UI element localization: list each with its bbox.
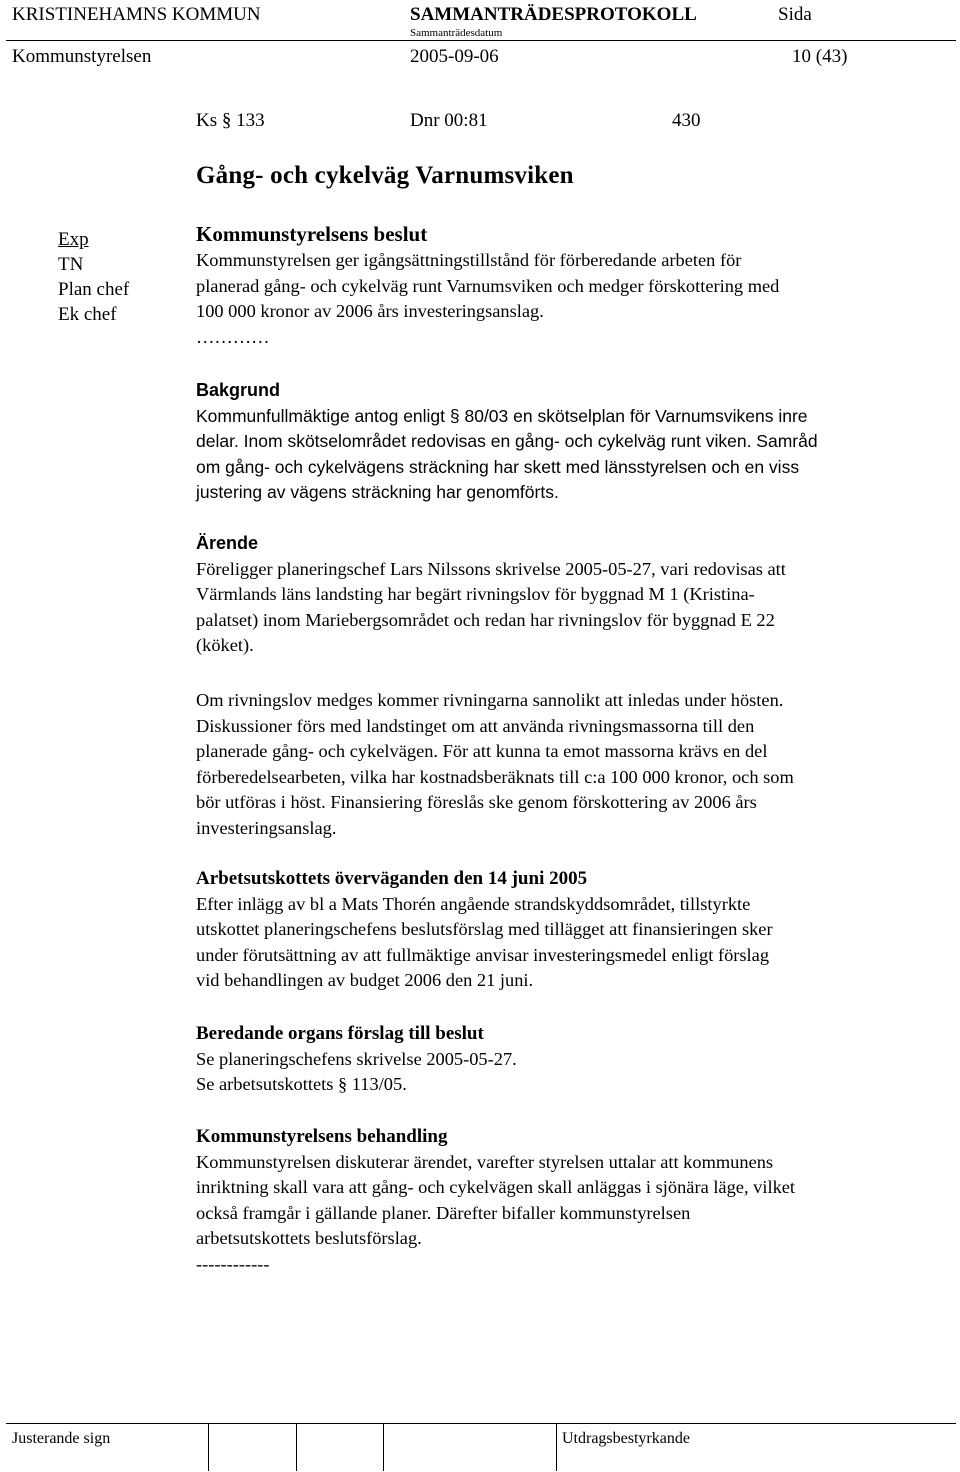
bakgrund-line: justering av vägens sträckning har genomförts. xyxy=(196,482,559,502)
bakgrund-line: delar. Inom skötselområdet redovisas en gång- och cykelväg runt viken. Samråd xyxy=(196,431,818,451)
section-au xyxy=(196,866,936,994)
arende-heading: Ärende xyxy=(196,533,259,553)
body-name: Kommunstyrelsen xyxy=(12,46,152,67)
beredande-line: Se planeringschefens skrivelse 2005-05-27. xyxy=(196,1048,517,1069)
behandling-line: inriktning skall vara att gång- och cykelvägen skall anläggas i sjönära läge, vilket xyxy=(196,1177,796,1197)
behandling-line: arbetsutskottets beslutsförslag. xyxy=(196,1228,422,1248)
arende-line: Diskussioner förs med landstinget om att använda rivningsmassorna till den xyxy=(196,715,755,736)
signature-box-divider xyxy=(208,1423,209,1471)
arende-line: Om rivningslov medges kommer rivningarna sannolikt att inledas under hösten. xyxy=(196,690,784,710)
footer-utdragsbestyrkande: Utdragsbestyrkande xyxy=(562,1430,690,1447)
document-type: SAMMANTRÄDESPROTOKOLL xyxy=(410,4,697,25)
beslut-line: planerad gång- och cykelväg runt Varnumsviken och medger förskottering med xyxy=(196,275,780,296)
signature-box-divider xyxy=(383,1423,384,1471)
paragraph-ref: Ks § 133 xyxy=(196,110,265,131)
arende-line: planerade gång- och cykelvägen. För att kunna ta emot massorna krävs en del xyxy=(196,741,768,761)
arende-line: (köket). xyxy=(196,635,254,655)
signature-box-divider xyxy=(296,1423,297,1471)
arende-line: Föreligger planeringschef Lars Nilssons skrivelse 2005-05-27, vari redovisas att xyxy=(196,558,786,579)
beslut-heading: Kommunstyrelsens beslut xyxy=(196,222,428,246)
beslut-dots: ………… xyxy=(196,326,270,347)
header-rule xyxy=(6,40,956,41)
page-label: Sida xyxy=(778,4,812,25)
behandling-line: Kommunstyrelsen diskuterar ärendet, varefter styrelsen uttalar att kommunens xyxy=(196,1151,774,1172)
end-mark: ------------ xyxy=(196,1253,270,1274)
au-heading: Arbetsutskottets överväganden den 14 juni 2005 xyxy=(196,868,588,889)
section-bakgrund xyxy=(196,378,936,506)
bakgrund-heading: Bakgrund xyxy=(196,380,281,400)
behandling-line: också framgår i gällande planer. Därefter bifaller kommunstyrelsen xyxy=(196,1202,691,1223)
distribution-item-exp[interactable]: Exp xyxy=(58,229,89,250)
org-name: KRISTINEHAMNS KOMMUN xyxy=(12,4,261,25)
section-beredande xyxy=(196,1021,936,1098)
diary-number: Dnr 00:81 xyxy=(410,110,488,131)
footer-justerande-sign: Justerande sign xyxy=(12,1430,111,1447)
arende-line: förberedelsearbeten, vilka har kostnadsberäknats till c:a 100 000 kronor, och som xyxy=(196,766,794,787)
distribution-list xyxy=(58,227,129,327)
distribution-item-plan-chef: Plan chef xyxy=(58,279,130,300)
distribution-item-ek-chef: Ek chef xyxy=(58,304,117,325)
page-title: Gång- och cykelväg Varnumsviken xyxy=(196,162,574,189)
section-beslut xyxy=(196,220,936,350)
beredande-heading: Beredande organs förslag till beslut xyxy=(196,1023,484,1044)
date-label: Sammanträdesdatum xyxy=(410,27,503,39)
signature-box-divider xyxy=(556,1423,557,1471)
bakgrund-line: Kommunfullmäktige antog enligt § 80/03 en skötselplan för Varnumsvikens inre xyxy=(196,405,808,426)
au-line: vid behandlingen av budget 2006 den 21 juni. xyxy=(196,970,534,990)
au-line: utskottet planeringschefens beslutsförslag med tillägget att finansieringen sker xyxy=(196,919,773,939)
page-number: 10 (43) xyxy=(792,46,848,67)
au-line: Efter inlägg av bl a Mats Thorén angående strandskyddsområdet, tillstyrkte xyxy=(196,893,751,914)
au-line: under förutsättning av att fullmäktige anvisar investeringsmedel enligt förslag xyxy=(196,944,770,965)
arende-line: Värmlands läns landsting har begärt rivningslov för byggnad M 1 (Kristina- xyxy=(196,584,755,604)
section-arende xyxy=(196,531,936,659)
beslut-line: 100 000 kronor av 2006 års investeringsanslag. xyxy=(196,301,544,321)
behandling-heading: Kommunstyrelsens behandling xyxy=(196,1126,448,1147)
meeting-date: 2005-09-06 xyxy=(410,46,499,67)
section-behandling xyxy=(196,1124,936,1277)
beslut-line: Kommunstyrelsen ger igångsättningstillstånd för förberedande arbeten för xyxy=(196,250,742,270)
archive-code: 430 xyxy=(672,110,701,131)
footer-rule xyxy=(6,1423,956,1424)
arende-line: investeringsanslag. xyxy=(196,817,337,838)
beredande-line: Se arbetsutskottets § 113/05. xyxy=(196,1074,407,1094)
arende-line: bör utföras i höst. Finansiering föreslås ske genom förskottering av 2006 års xyxy=(196,792,757,812)
arende-line: palatset) inom Mariebergsområdet och redan har rivningslov för byggnad E 22 xyxy=(196,609,775,630)
bakgrund-line: om gång- och cykelvägens sträckning har skett med länsstyrelsen och en viss xyxy=(196,456,800,477)
section-arende-continued xyxy=(196,688,936,841)
distribution-item-tn: TN xyxy=(58,254,84,275)
